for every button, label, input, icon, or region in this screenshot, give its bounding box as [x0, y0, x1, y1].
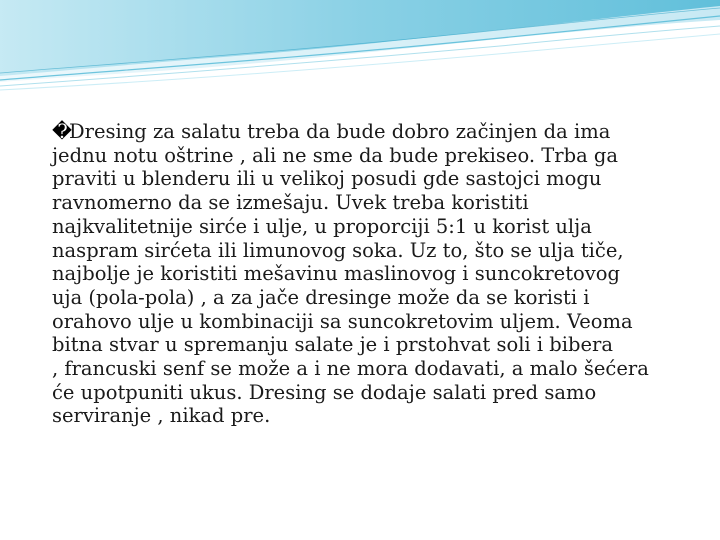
text-line: uja (pola-pola) , a za jače dresinge može da se koristi i	[52, 285, 590, 309]
text-line: serviranje , nikad pre.	[52, 404, 271, 428]
text-line: najbolje je koristiti mešavinu maslinovog i suncokretovog	[52, 262, 621, 286]
text-line: naspram sirćeta ili limunovog soka. Uz to, što se ulja tiče,	[52, 238, 624, 262]
text-line: ravnomerno da se izmešaju. Uvek treba koristiti	[52, 191, 529, 215]
bullet-glyph: �	[52, 120, 72, 143]
text-line: , francuski senf se može a i ne mora dodavati, a malo šećera	[52, 357, 649, 381]
text-line: Dresing za salatu treba da bude dobro začinjen da ima	[69, 120, 611, 143]
text-line: praviti u blenderu ili u velikoj posudi gde sastojci mogu	[52, 167, 602, 191]
text-line: orahovo ulje u kombinaciji sa suncokretovim uljem. Veoma	[52, 309, 633, 333]
header-wave-decoration	[0, 0, 720, 110]
bullet-paragraph	[52, 120, 692, 428]
paragraph-text	[52, 120, 692, 428]
text-line: jednu notu oštrine , ali ne sme da bude prekiseo. Trba ga	[52, 143, 618, 167]
text-line: bitna stvar u spremanju salate je i prstohvat soli i bibera	[52, 333, 613, 357]
text-line: najkvalitetnije sirće i ulje, u proporciji 5:1 u korist ulja	[52, 214, 592, 238]
text-line: će upotpuniti ukus. Dresing se dodaje salati pred samo	[52, 380, 597, 404]
